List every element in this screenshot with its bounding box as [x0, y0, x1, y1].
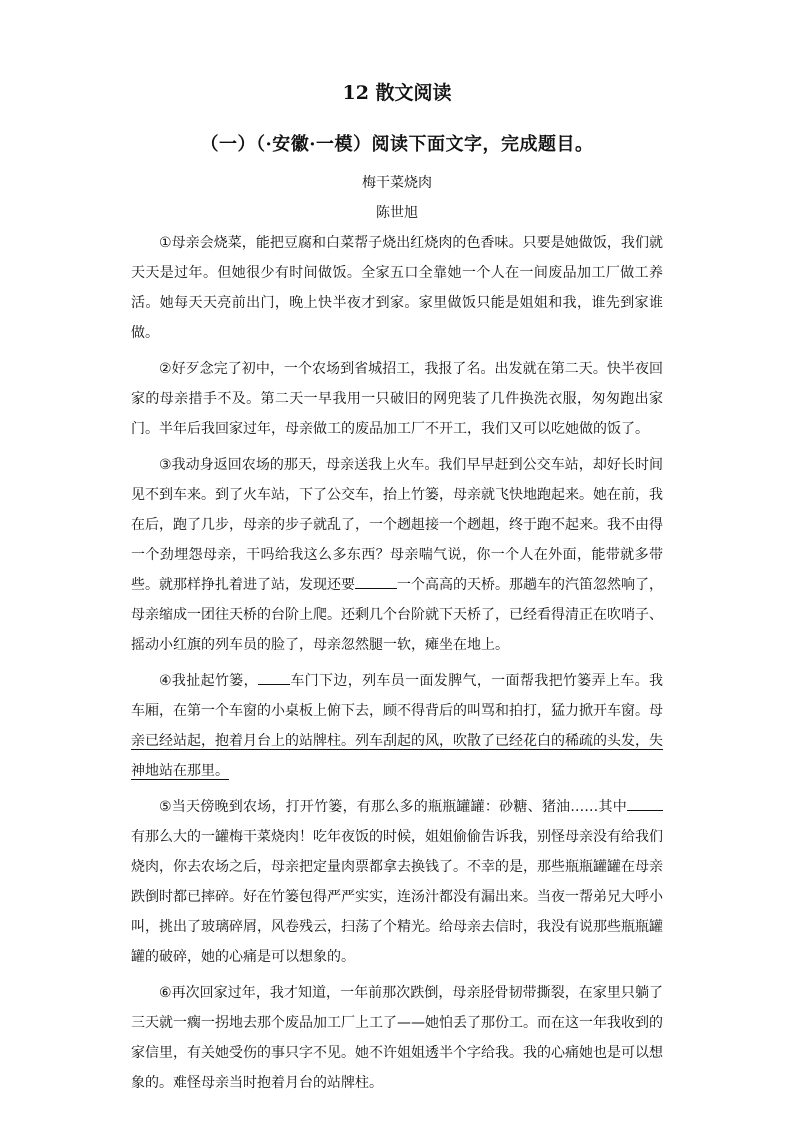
paragraph-3-part-1: ③我动身返回农场的那天，母亲送我上火车。我们早早赶到公交车站，却好长时间见不到车来。到了火车站，下了公交车，抬上竹篓，母亲就飞快地跑起来。她在前，我在后，跑了几步，母亲的步子就乱了，一个趔趄接一个趔趄，终于跑不起来。我不由得一个劲埋怨母亲，干吗给我这么多东西？母亲喘气说，你一个人在外面，能带就多带些。就那样挣扎着进了站，发现还要 — [131, 457, 663, 593]
underlined-sentence: 亲已经站起，抱着月台上的站牌柱。列车刮起的风，吹散了已经花白的稀疏的头发，失神地站在那里。 — [131, 733, 663, 779]
paragraph-3 — [131, 450, 663, 660]
paragraph-4 — [131, 666, 663, 786]
paragraph-6: ⑥再次回家过年，我才知道，一年前那次跌倒，母亲胫骨韧带撕裂，在家里只躺了三天就一瘸一拐地去那个废品加工厂上工了——她怕丢了那份工。而在这一年我收到的家信里，有关她受伤的事只字不见。她不许姐姐透半个字给我。我的心痛她也是可以想象的。难怪母亲当时抱着月台的站牌柱。 — [131, 985, 663, 1091]
paragraph-1: ①母亲会烧菜，能把豆腐和白菜帮子烧出红烧肉的色香味。只要是她做饭，我们就天天是过年。但她很少有时间做饭。全家五口全靠她一个人在一间废品加工厂做工养活。她每天天亮前出门，晚上快半夜才到家。家里做饭只能是姐姐和我，谁先到家谁做。 — [131, 235, 663, 341]
essay-title: 梅干菜烧肉 — [362, 175, 432, 191]
fill-in-blank-2[interactable] — [258, 667, 290, 685]
essay-body — [131, 228, 663, 1104]
paragraph-2: ②好歹念完了初中，一个农场到省城招工，我报了名。出发就在第二天。快半夜回家的母亲措手不及。第二天一早我用一只破旧的网兜装了几件换洗衣服，匆匆跑出家门。半年后我回家过年，母亲做工的废品加工厂不开工，我们又可以吃她做的饭了。 — [131, 361, 663, 437]
section-heading: （一）（·安徽·一模）阅读下面文字，完成题目。 — [200, 134, 594, 155]
paragraph-4-part-2: 车门下边，列车员一面发脾气，一面帮我把竹篓弄上车。我车厢，在第一个车窗的小桌板上俯下去，顾不得背后的叫骂和拍打，猛力掀开车窗。母 — [131, 673, 663, 719]
paragraph-5-part-1: ⑤当天傍晚到农场，打开竹篓，有那么多的瓶瓶罐罐：砂糖、猪油……其中 — [159, 799, 627, 815]
fill-in-blank-3[interactable] — [627, 793, 663, 811]
essay-author: 陈世旭 — [376, 205, 418, 221]
paragraph-5-part-2: 有那么大的一罐梅干菜烧肉！吃年夜饭的时候，姐姐偷偷告诉我，别怪母亲没有给我们烧肉，你去农场之后，母亲把定量肉票都拿去换钱了。不幸的是，那些瓶瓶罐罐在母亲跌倒时都已摔碎。好在竹篓包得严严实实，连汤汁都没有漏出来。当夜一帮弟兄大呼小叫，挑出了玻璃碎屑，风卷残云，扫荡了个精光。给母亲去信时，我没有说那些瓶瓶罐罐的破碎，她的心痛是可以想象的。 — [131, 829, 663, 965]
fill-in-blank-1[interactable] — [355, 571, 397, 589]
paragraph-5 — [131, 792, 663, 972]
paragraph-4-part-1: ④我扯起竹篓， — [159, 673, 258, 689]
page-title: 12 散文阅读 — [342, 82, 452, 104]
paragraph-3-part-2: 一个高高的天桥。那趟车的汽笛忽然响了，母亲缩成一团往天桥的台阶上爬。还剩几个台阶就下天桥了，已经看得清正在吹哨子、摇动小红旗的列车员的脸了，母亲忽然腿一软，瘫坐在地上。 — [131, 577, 663, 653]
